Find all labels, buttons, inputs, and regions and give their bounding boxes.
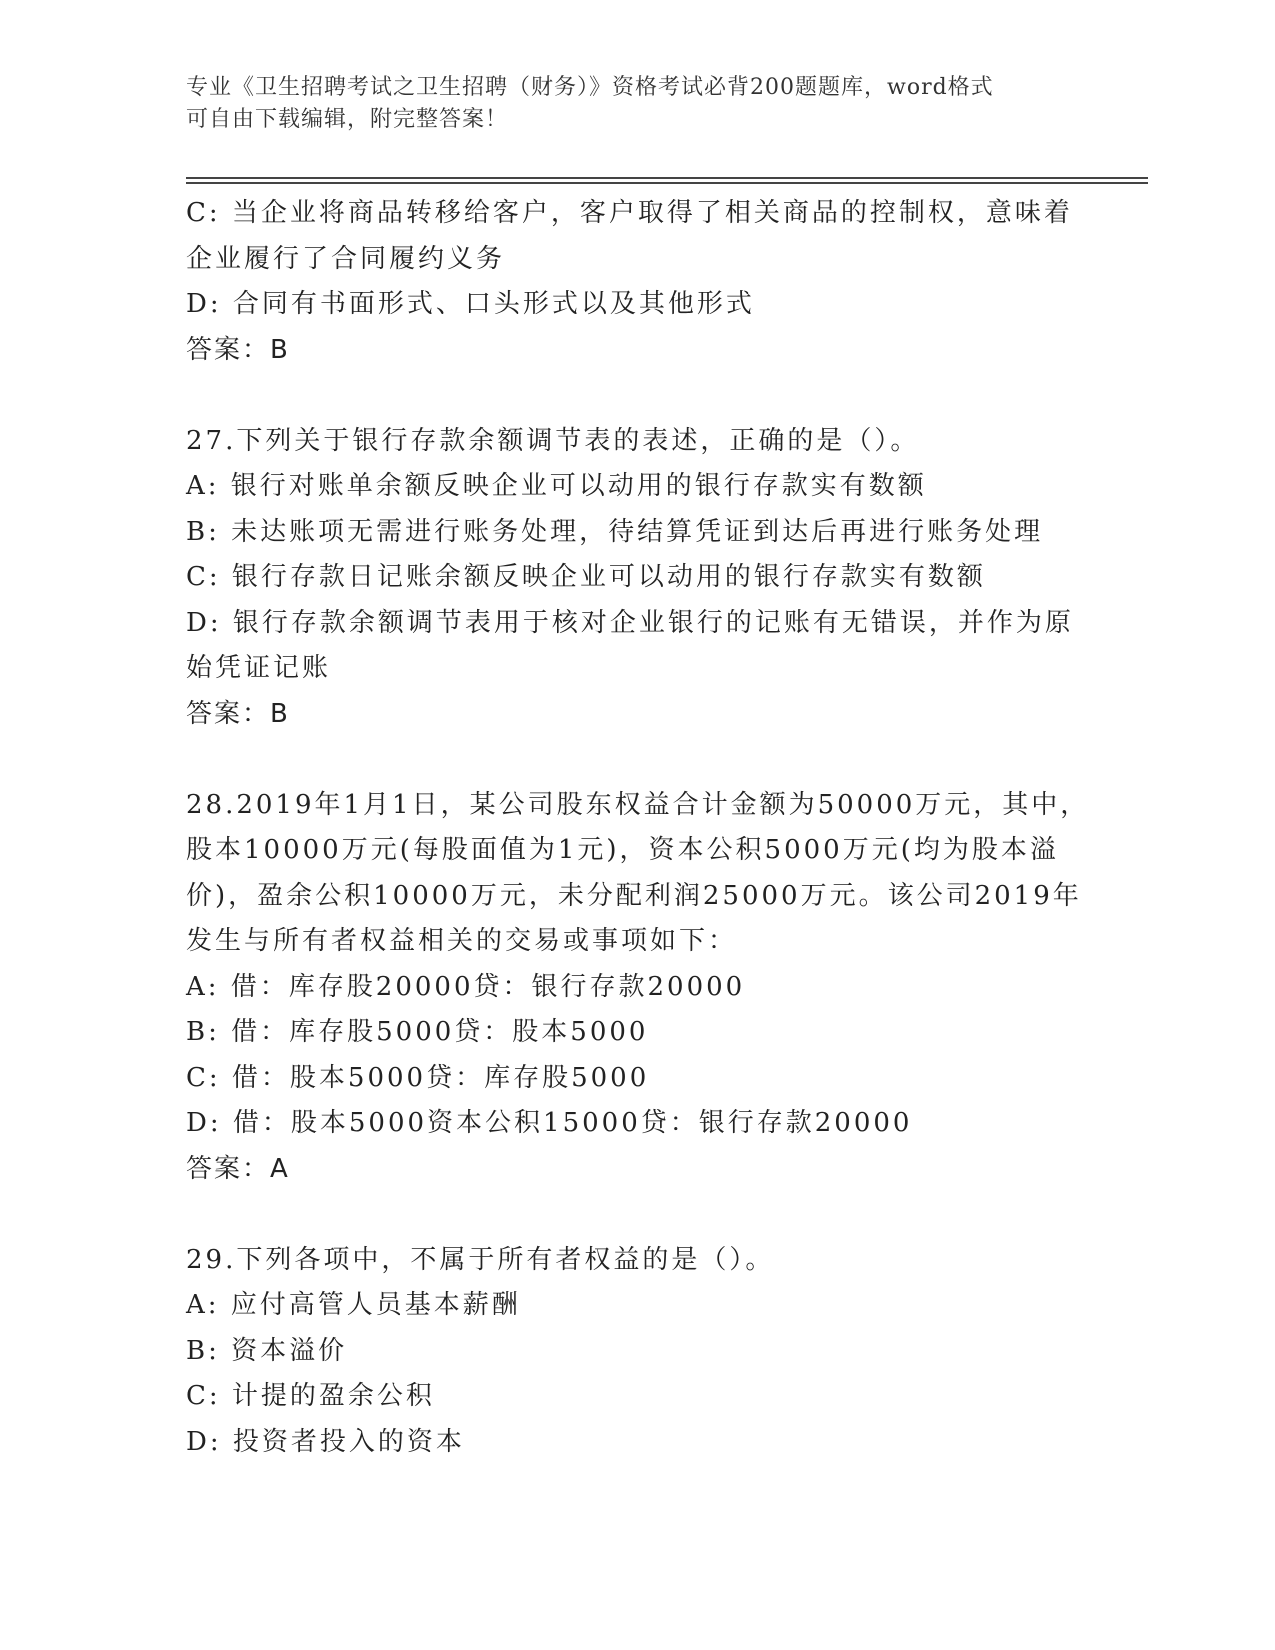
option-line: A: 应付高管人员基本薪酬 xyxy=(186,1290,521,1320)
option-line-continued: 始凭证记账 xyxy=(186,653,332,683)
option-line: C: 当企业将商品转移给客户，客户取得了相关商品的控制权，意味着 xyxy=(186,198,1073,228)
spacer xyxy=(186,373,1086,419)
option-line: D: 银行存款余额调节表用于核对企业银行的记账有无错误，并作为原 xyxy=(186,607,1074,638)
header-divider-secondary xyxy=(186,182,1148,184)
question-stem: 27.下列关于银行存款余额调节表的表述，正确的是（）。 xyxy=(186,425,920,456)
spacer xyxy=(186,1192,1086,1238)
question-block xyxy=(186,191,1086,373)
document-body xyxy=(186,191,1090,1465)
header-title-line-1: 专业《卫生招聘考试之卫生招聘（财务）》资格考试必背200题题库，word格式 xyxy=(186,75,994,100)
option-line: B: 未达账项无需进行账务处理，待结算凭证到达后再进行账务处理 xyxy=(186,516,1044,547)
question-block xyxy=(186,1238,1086,1466)
option-line: A: 银行对账单余额反映企业可以动用的银行存款实有数额 xyxy=(186,471,927,501)
document-header xyxy=(186,72,1066,136)
option-line: B: 借：库存股5000贷：股本5000 xyxy=(186,1017,649,1047)
option-line: D: 投资者投入的资本 xyxy=(186,1426,465,1457)
option-line: C: 计提的盈余公积 xyxy=(186,1381,435,1411)
option-line: C: 银行存款日记账余额反映企业可以动用的银行存款实有数额 xyxy=(186,562,986,592)
answer-line: 答案：B xyxy=(186,698,290,729)
option-line-continued: 企业履行了合同履约义务 xyxy=(186,243,506,274)
option-line: A: 借：库存股20000贷：银行存款20000 xyxy=(186,971,746,1002)
header-title-line-2: 可自由下载编辑，附完整答案！ xyxy=(186,107,509,132)
question-stem: 29.下列各项中，不属于所有者权益的是（）。 xyxy=(186,1244,775,1275)
question-stem-continued: 价)，盈余公积10000万元，未分配利润25000万元。该公司2019年 xyxy=(186,880,1082,911)
option-line: D: 借：股本5000资本公积15000贷：银行存款20000 xyxy=(186,1108,913,1138)
question-stem: 28.2019年1月1日，某公司股东权益合计金额为50000万元，其中， xyxy=(186,789,1090,820)
answer-line: 答案：B xyxy=(186,334,290,365)
spacer xyxy=(186,737,1086,783)
question-block xyxy=(186,419,1086,738)
option-line: D: 合同有书面形式、口头形式以及其他形式 xyxy=(186,289,755,319)
question-block xyxy=(186,783,1090,1193)
question-stem-continued: 发生与所有者权益相关的交易或事项如下： xyxy=(186,926,738,956)
option-line: C: 借：股本5000贷：库存股5000 xyxy=(186,1062,650,1093)
question-stem-continued: 股本10000万元(每股面值为1元)，资本公积5000万元(均为股本溢 xyxy=(186,835,1059,865)
answer-line: 答案：A xyxy=(186,1153,290,1184)
header-divider xyxy=(186,177,1148,179)
option-line: B: 资本溢价 xyxy=(186,1335,348,1366)
